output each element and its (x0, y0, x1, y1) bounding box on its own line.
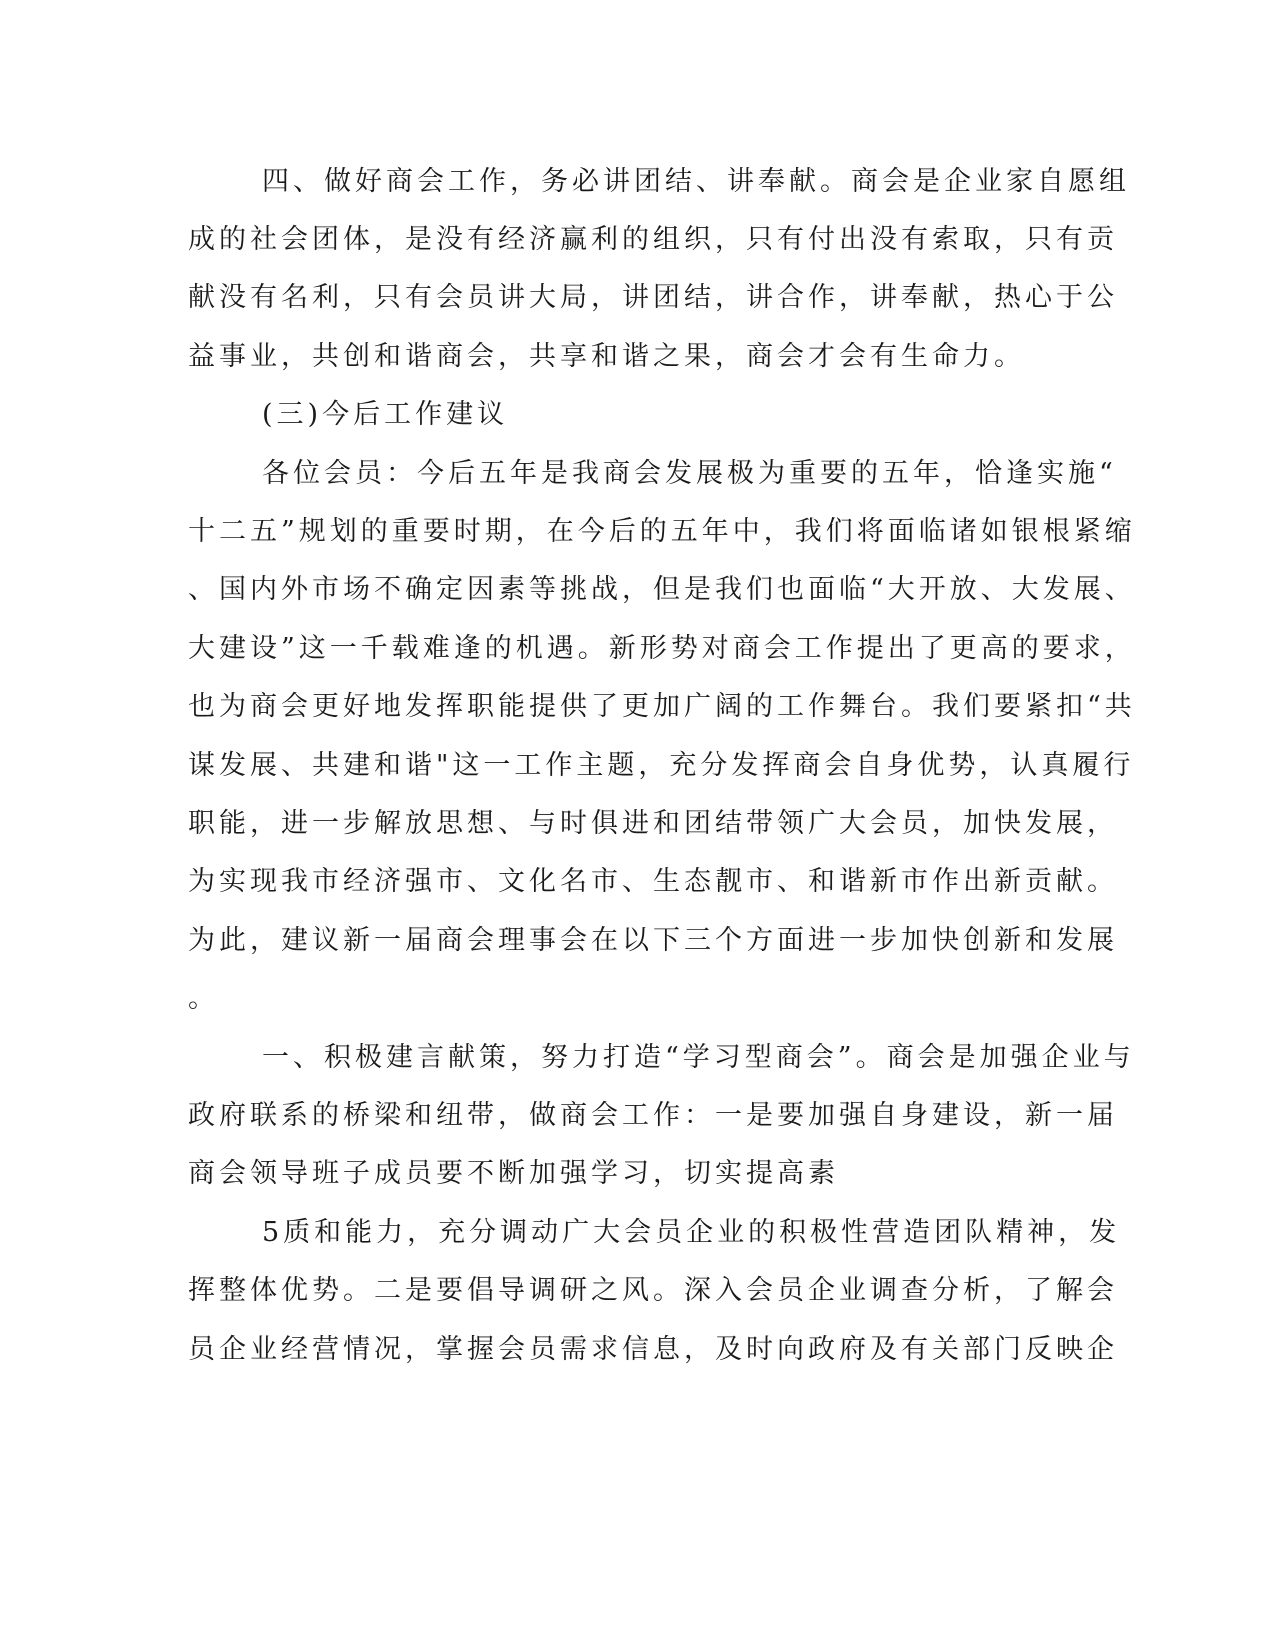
paragraph-line: 员企业经营情况，掌握会员需求信息，及时向政府及有关部门反映企 (188, 1334, 1118, 1365)
paragraph-line: 成的社会团体，是没有经济赢利的组织，只有付出没有索取，只有贡 (188, 224, 1118, 255)
paragraph-line: 也为商会更好地发挥职能提供了更加广阔的工作舞台。我们要紧扣“共 (188, 691, 1136, 722)
paragraph-line: 一、积极建言献策，努力打造“学习型商会”。商会是加强企业与 (262, 1042, 1135, 1073)
paragraph-line: 献没有名利，只有会员讲大局，讲团结，讲合作，讲奉献，热心于公 (188, 282, 1118, 313)
paragraph-line: 为此，建议新一届商会理事会在以下三个方面进一步加快创新和发展 (188, 925, 1118, 956)
paragraph-line: 十二五”规划的重要时期，在今后的五年中，我们将面临诸如银根紧缩 (188, 516, 1136, 547)
paragraph-line: 谋发展、共建和谐"这一工作主题，充分发挥商会自身优势，认真履行 (188, 750, 1135, 781)
paragraph-line: 。 (188, 983, 219, 1014)
paragraph-line: 政府联系的桥梁和纽带，做商会工作：一是要加强自身建设，新一届 (188, 1100, 1118, 1131)
section-heading: (三)今后工作建议 (262, 399, 509, 430)
paragraph-line: 5质和能力，充分调动广大会员企业的积极性营造团队精神，发 (262, 1217, 1121, 1248)
paragraph-line: 商会领导班子成员要不断加强学习，切实提高素 (188, 1158, 839, 1189)
paragraph-line: 为实现我市经济强市、文化名市、生态靓市、和谐新市作出新贡献。 (188, 866, 1118, 897)
paragraph-line: 大建设”这一千载难逢的机遇。新形势对商会工作提出了更高的要求， (188, 633, 1136, 664)
paragraph-line: 四、做好商会工作，务必讲团结、讲奉献。商会是企业家自愿组 (262, 166, 1130, 197)
paragraph-line: 各位会员：今后五年是我商会发展极为重要的五年，恰逢实施“ (262, 458, 1117, 489)
paragraph-line: 益事业，共创和谐商会，共享和谐之果，商会才会有生命力。 (188, 341, 1025, 372)
paragraph-line: 挥整体优势。二是要倡导调研之风。深入会员企业调查分析，了解会 (188, 1275, 1118, 1306)
paragraph-line: 、国内外市场不确定因素等挑战，但是我们也面临“大开放、大发展、 (188, 574, 1136, 605)
paragraph-line: 职能，进一步解放思想、与时俱进和团结带领广大会员，加快发展， (188, 808, 1118, 839)
